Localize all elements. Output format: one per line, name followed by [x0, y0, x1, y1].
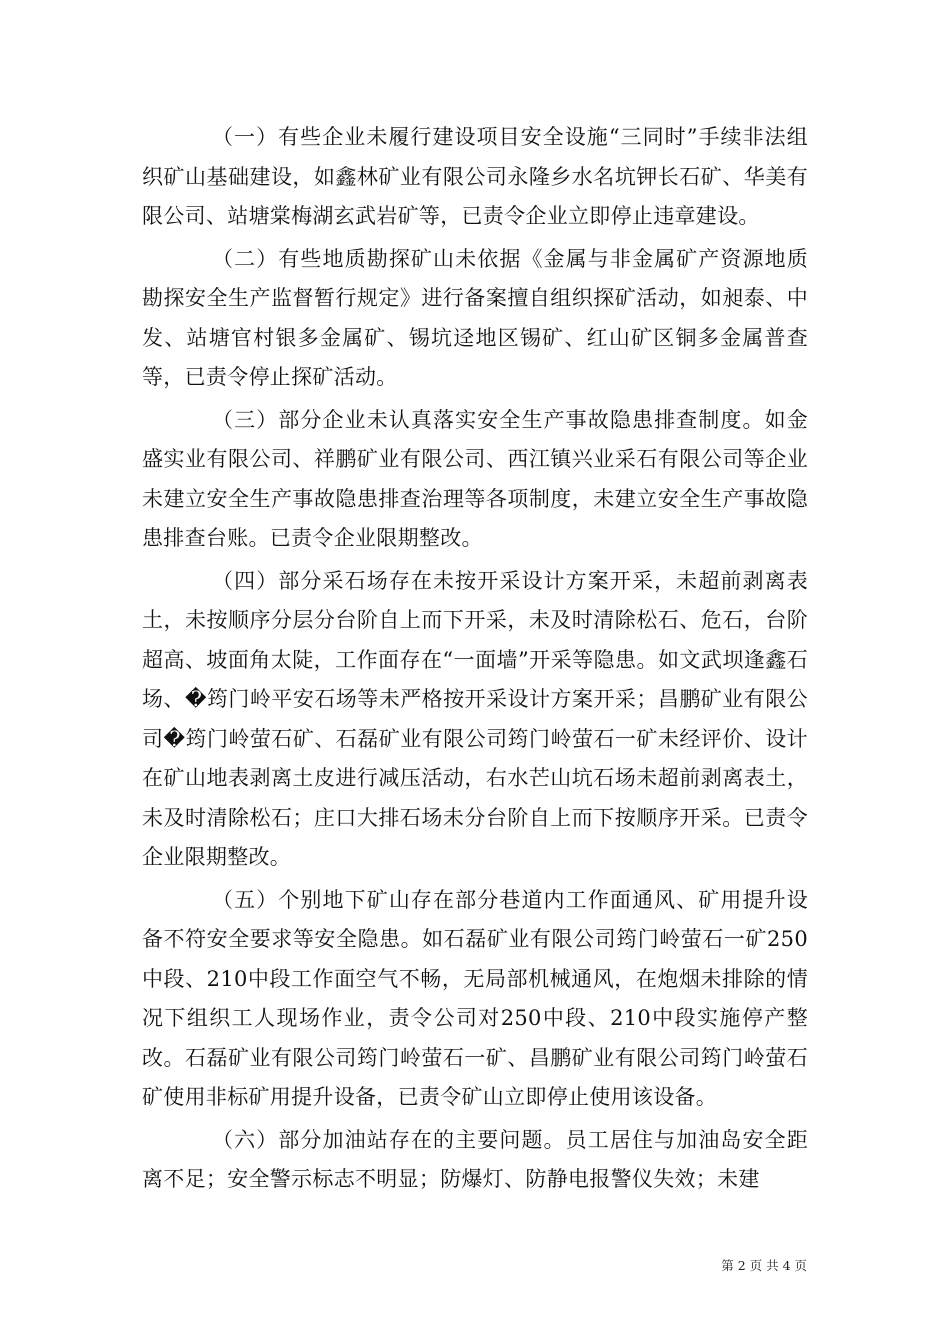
page-number-footer: 第 2 页 共 4 页 — [721, 1258, 807, 1273]
document-body — [142, 118, 808, 1200]
paragraph-3: （三）部分企业未认真落实安全生产事故隐患排查制度。如金盛实业有限公司、祥鹏矿业有限公司、西江镇兴业采石有限公司等企业未建立安全生产事故隐患排查治理等各项制度，未建立安全生产事故隐患排查台账。已责令企业限期整改。 — [142, 407, 808, 550]
paragraph-1: （一）有些企业未履行建设项目安全设施“三同时”手续非法组织矿山基础建设，如鑫林矿业有限公司永隆乡水名坑钾长石矿、华美有限公司、站塘棠梅湖玄武岩矿等，已责令企业立即停止违章建设。 — [142, 125, 808, 228]
paragraph-2: （二）有些地质勘探矿山未依据《金属与非金属矿产资源地质勘探安全生产监督暂行规定》进行备案擅自组织探矿活动，如昶泰、中发、站塘官村银多金属矿、锡坑迳地区锡矿、红山矿区铜多金属普查等，已责令停止探矿活动。 — [142, 246, 808, 389]
paragraph-6: （六）部分加油站存在的主要问题。员工居住与加油岛安全距离不足；安全警示标志不明显；防爆灯、防静电报警仪失效；未建 — [142, 1127, 808, 1191]
paragraph-5: （五）个别地下矿山存在部分巷道内工作面通风、矿用提升设备不符安全要求等安全隐患。如石磊矿业有限公司筠门岭萤石一矿250中段、210中段工作面空气不畅，无局部机械通风，在炮烟未排除的情况下组织工人现场作业，责令公司对250中段、210中段实施停产整改。石磊矿业有限公司筠门岭萤石一矿、昌鹏矿业有限公司筠门岭萤石矿使用非标矿用提升设备，已责令矿山立即停止使用该设备。 — [142, 887, 808, 1109]
paragraph-4: （四）部分采石场存在未按开采设计方案开采，未超前剥离表土，未按顺序分层分台阶自上而下开采，未及时清除松石、危石，台阶超高、坡面角太陡，工作面存在“一面墙”开采等隐患。如文武坝逢鑫石场、�筠门岭平安石场等未严格按开采设计方案开采；昌鹏矿业有限公司�筠门岭萤石矿、石磊矿业有限公司筠门岭萤石一矿未经评价、设计在矿山地表剥离土皮进行减压活动，右水芒山坑石场未超前剥离表土，未及时清除松石；庄口大排石场未分台阶自上而下按顺序开采。已责令企业限期整改。 — [142, 568, 808, 869]
